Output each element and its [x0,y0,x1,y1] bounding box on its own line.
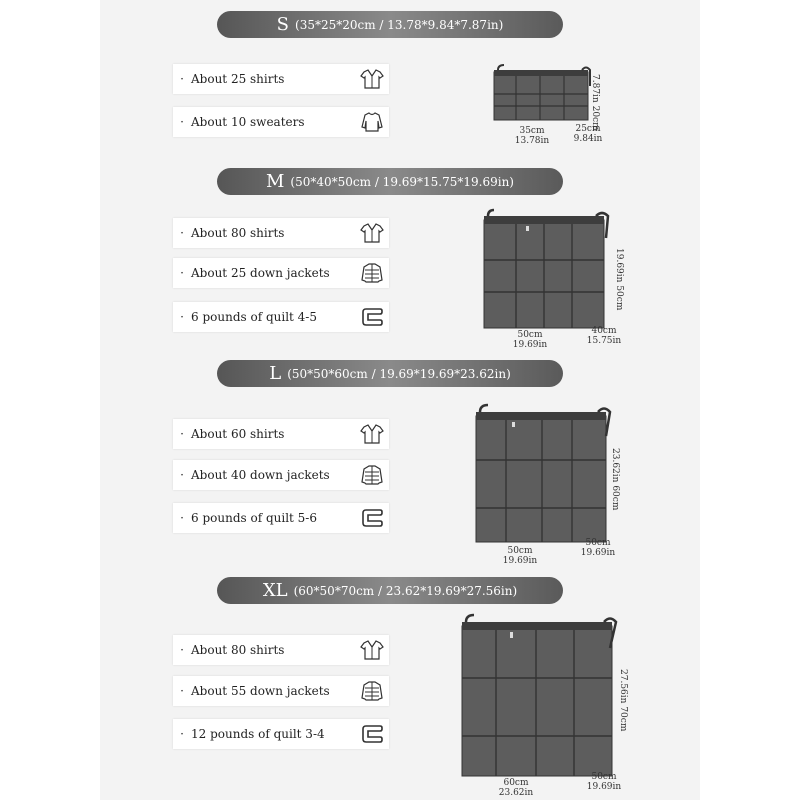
down-jacket-icon [355,676,389,706]
size-label: L [269,363,282,384]
size-dimensions: (60*50*70cm / 23.62*19.69*27.56in) [293,583,518,598]
width-dimension: 60cm 23.62in [498,778,534,798]
capacity-text: About 25 down jackets [191,266,330,280]
capacity-item: · 6 pounds of quilt 4-5 [173,302,389,332]
capacity-item: · About 25 shirts [173,64,389,94]
capacity-item: · About 80 shirts [173,635,389,665]
size-dimensions: (50*40*50cm / 19.69*15.75*19.69in) [290,174,514,189]
capacity-text: 6 pounds of quilt 4-5 [191,310,317,324]
capacity-text: About 60 shirts [191,427,285,441]
shirt-icon [355,64,389,94]
capacity-item: · About 25 down jackets [173,258,389,288]
depth-dimension: 25cm 9.84in [573,124,603,144]
capacity-item: · About 40 down jackets [173,460,389,490]
capacity-item: · About 55 down jackets [173,676,389,706]
width-dimension: 35cm 13.78in [514,126,550,146]
depth-dimension: 50cm 19.69in [586,772,622,792]
height-dimension: 27.56in 70cm [618,668,628,732]
shirt-icon [355,419,389,449]
box-m-illustration [478,208,614,334]
down-jacket-icon [355,460,389,490]
capacity-text: 12 pounds of quilt 3-4 [191,727,325,741]
shirt-icon [355,635,389,665]
capacity-text: About 80 shirts [191,226,285,240]
width-dimension: 50cm 19.69in [502,546,538,566]
size-m-header [217,168,563,195]
capacity-item: · About 60 shirts [173,419,389,449]
capacity-item: · 6 pounds of quilt 5-6 [173,503,389,533]
capacity-text: About 80 shirts [191,643,285,657]
size-s-header [217,11,563,38]
capacity-item: · 12 pounds of quilt 3-4 [173,719,389,749]
box-l-illustration [472,402,612,548]
size-xl-header [217,577,563,604]
depth-dimension: 40cm 15.75in [586,326,622,346]
height-dimension: 7.87in 20cm [590,74,600,131]
quilt-icon [355,302,389,332]
depth-dimension: 50cm 19.69in [580,538,616,558]
sweater-icon [355,107,389,137]
capacity-text: About 40 down jackets [191,468,330,482]
box-s-illustration [490,64,600,131]
capacity-text: About 55 down jackets [191,684,330,698]
height-dimension: 23.62in 60cm [610,448,620,511]
size-label: S [276,14,290,35]
capacity-text: About 10 sweaters [191,115,305,129]
size-chart-canvas [100,0,700,800]
size-label: XL [262,580,288,601]
down-jacket-icon [355,258,389,288]
capacity-text: About 25 shirts [191,72,285,86]
quilt-icon [355,719,389,749]
size-dimensions: (35*25*20cm / 13.78*9.84*7.87in) [295,17,504,32]
capacity-item: · About 10 sweaters [173,107,389,137]
width-dimension: 50cm 19.69in [512,330,548,350]
shirt-icon [355,218,389,248]
size-dimensions: (50*50*60cm / 19.69*19.69*23.62in) [287,366,511,381]
quilt-icon [355,503,389,533]
height-dimension: 19.69in 50cm [614,248,624,311]
capacity-item: · About 80 shirts [173,218,389,248]
box-xl-illustration [458,612,618,780]
capacity-text: 6 pounds of quilt 5-6 [191,511,317,525]
size-label: M [265,171,285,192]
size-l-header [217,360,563,387]
